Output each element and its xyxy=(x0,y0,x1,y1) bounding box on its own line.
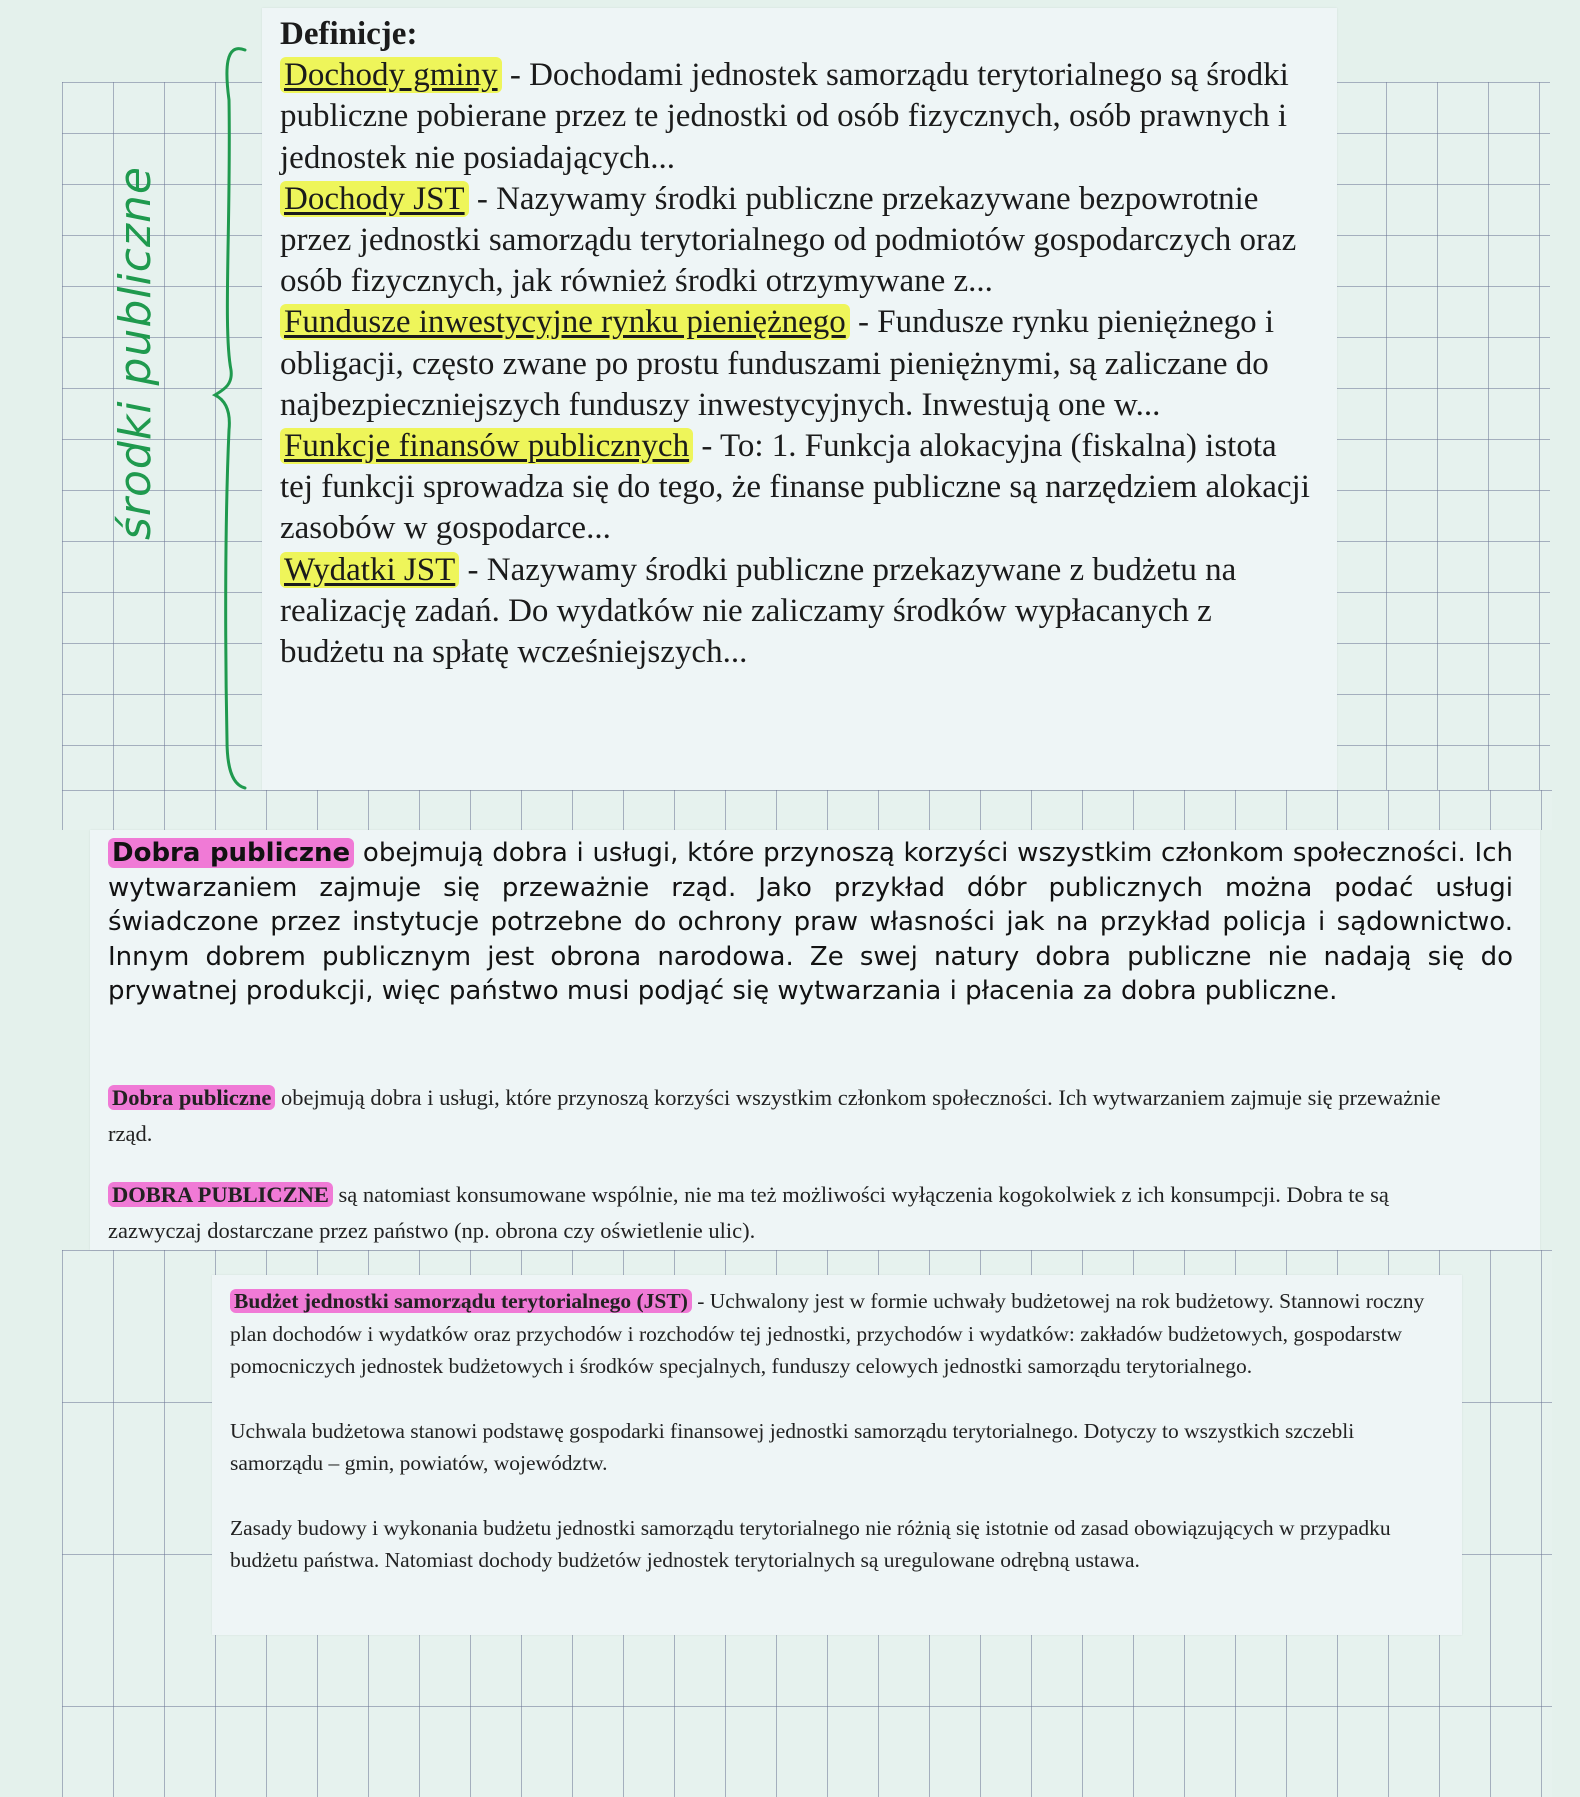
definition-text: - Fundusze rynku pieniężnego i obligacji, często zwane po prostu funduszami pieniężnymi, są zaliczane do najbezpieczniejszych funduszy inwestycyjnych. Inwestują one w... xyxy=(280,304,1275,423)
budget-paragraph-3: Zasady budowy i wykonania budżetu jednostki samorządu terytorialnego nie różnią się istotnie od zasad obowiązujących w przypadku budżetu państwa. Natomiast dochody budżetów jednostek terytorialnych są uregulowane odrębną ustawa. xyxy=(230,1515,1391,1572)
definition-text: - Nazywamy środki publiczne przekazywane z budżetu na realizację zadań. Do wydatków nie zaliczamy środków wypłacanych z budżetu na spłatę wcześniejszych... xyxy=(280,551,1237,671)
budget-paragraph-2: Uchwala budżetowa stanowi podstawę gospodarki finansowej jednostki samorządu terytorialnego. Dotyczy to wszystkich szczebli samorządu – gmin, powiatów, województw. xyxy=(230,1418,1355,1475)
paragraph-text: obejmują dobra i usługi, które przynoszą korzyści wszystkim członkom społeczności. Ich wytwarzaniem zajmuje się przeważnie rząd. xyxy=(108,1085,1441,1146)
definition-text: - To: 1. Funkcja alokacyjna (fiskalna) istota tej funkcji sprowadza się do tego, że finanse publiczne są narzędziem alokacji zasobów w gospodarce... xyxy=(280,428,1310,547)
budget-definition xyxy=(230,1285,1450,1383)
paragraph-text: obejmują dobra i usługi, które przynoszą korzyści wszystkim członkom społeczności. Ich wytwarzaniem zajmuje się przeważnie rząd. Jako przykład dóbr publicznych można podać usługi świadczone przez instytucje potrzebne do ochrony praw własności jak na przykład policja i sądownictwo. Innym dobrem publicznym jest obrona narodowa. Ze swej natury dobra publiczne nie nadają się do prywatnej produkcji, więc państwo musi podjąć się wytwarzania i płacenia za dobra publiczne. xyxy=(108,838,1513,1006)
definition-term: Dochody gminy xyxy=(280,57,502,93)
highlighted-term: Dobra publiczne xyxy=(108,838,354,868)
definition-item xyxy=(280,55,1310,179)
definitions-heading: Definicje: xyxy=(280,16,418,52)
definition-term: Funkcje finansów publicznych xyxy=(280,428,693,464)
paragraph-text: są natomiast konsumowane wspólnie, nie ma też możliwości wyłączenia kogokolwiek z ich konsumpcji. Dobra te są zazwyczaj dostarczane przez państwo (np. obrona czy oświetlenie ulic). xyxy=(108,1182,1389,1243)
grid-paper-right xyxy=(1335,82,1550,822)
definition-term: Fundusze inwestycyjne rynku pieniężnego xyxy=(280,304,850,340)
definition-item xyxy=(280,179,1310,303)
definition-text: - Nazywamy środki publiczne przekazywane bezpowrotnie przez jednostki samorządu terytorialnego od podmiotów gospodarczych oraz osób fizycznych, jak również środki otrzymywane z... xyxy=(280,180,1297,300)
highlighted-term: DOBRA PUBLICZNE xyxy=(108,1182,333,1207)
definition-item xyxy=(280,426,1310,550)
grid-paper-strip xyxy=(62,790,1552,830)
definitions-section xyxy=(262,8,1337,790)
public-goods-paragraph-1 xyxy=(108,836,1513,1009)
definition-text: - Dochodami jednostek samorządu terytorialnego są środki publiczne pobierane przez te jednostki od osób fizycznych, osób prawnych i jednostek nie posiadających... xyxy=(280,57,1289,176)
public-goods-section xyxy=(90,830,1540,1250)
definition-term: Dochody JST xyxy=(280,181,469,217)
highlighted-term: Budżet jednostki samorządu terytorialnego (JST) xyxy=(230,1289,692,1313)
public-goods-paragraph-3 xyxy=(108,1177,1448,1249)
curly-brace-icon xyxy=(205,40,255,800)
margin-note xyxy=(110,166,161,540)
definition-item xyxy=(280,302,1310,426)
definition-term: Wydatki JST xyxy=(280,552,459,588)
margin-note-text: środki publiczne xyxy=(110,166,161,540)
highlighted-term: Dobra publiczne xyxy=(108,1085,275,1110)
paragraph-text: - Uchwalony jest w formie uchwały budżetowej na rok budżetowy. Stannowi roczny plan dochodów i wydatków oraz przychodów i rozchodów tej jednostki, przychodów i wydatków: zakładów budżetowych, gospodarstw pomocniczych jednostek budżetowych i środków specjalnych, funduszy celowych jednostki samorządu terytorialnego. xyxy=(230,1289,1425,1378)
public-goods-paragraph-2 xyxy=(108,1080,1448,1152)
budget-section xyxy=(212,1275,1462,1635)
definition-item xyxy=(280,550,1310,674)
